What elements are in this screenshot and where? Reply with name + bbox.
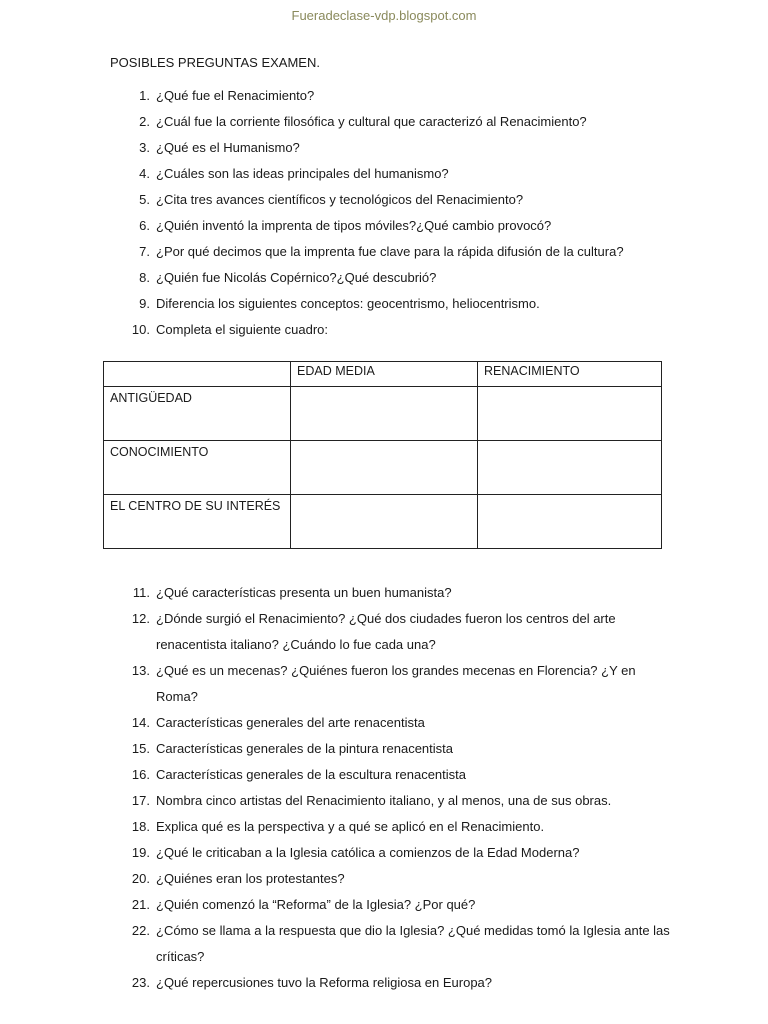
- question-number: 3.: [139, 140, 150, 155]
- question-text: ¿Por qué decimos que la imprenta fue clave para la rápida difusión de la cultura?: [156, 244, 624, 259]
- question-text: Explica qué es la perspectiva y a qué se aplicó en el Renacimiento.: [156, 819, 545, 834]
- question-number: 21.: [131, 897, 150, 912]
- question-number: 18.: [131, 819, 150, 834]
- table-row-label: ANTIGÜEDAD: [104, 387, 291, 441]
- list-item: [0, 242, 768, 262]
- list-item: [0, 190, 768, 210]
- question-number: 4.: [139, 166, 150, 181]
- question-text: ¿Qué es el Humanismo?: [156, 140, 300, 155]
- question-number: 17.: [131, 793, 150, 808]
- table-row-label: CONOCIMIENTO: [104, 441, 291, 495]
- question-text: ¿Dónde surgió el Renacimiento? ¿Qué dos ciudades fueron los centros del arte: [156, 611, 616, 626]
- question-number: 23.: [131, 975, 150, 990]
- table-header-cell: EDAD MEDIA: [291, 362, 478, 387]
- table-cell: [478, 387, 662, 441]
- question-text: Características generales del arte renacentista: [156, 715, 425, 730]
- question-text: ¿Qué fue el Renacimiento?: [156, 88, 315, 103]
- list-item: [0, 869, 768, 889]
- question-text: ¿Qué le criticaban a la Iglesia católica a comienzos de la Edad Moderna?: [156, 845, 580, 860]
- list-item: [0, 895, 768, 915]
- question-number: 6.: [139, 218, 150, 233]
- list-item: [0, 817, 768, 837]
- list-item: [0, 138, 768, 158]
- question-text: Características generales de la escultura renacentista: [156, 767, 466, 782]
- list-item: [0, 687, 768, 707]
- question-number: 14.: [131, 715, 150, 730]
- list-item: [0, 635, 768, 655]
- list-item: [0, 739, 768, 759]
- table-row: [104, 441, 662, 495]
- question-number: 11.: [132, 585, 150, 600]
- list-item: [0, 765, 768, 785]
- list-item: [0, 86, 768, 106]
- list-item: [0, 661, 768, 681]
- list-item: [0, 921, 768, 941]
- question-number: 7.: [139, 244, 150, 259]
- question-text: Nombra cinco artistas del Renacimiento italiano, y al menos, una de sus obras.: [156, 793, 612, 808]
- table-row: [104, 495, 662, 549]
- list-item: [0, 320, 768, 340]
- question-number: 10.: [131, 322, 150, 337]
- question-text: ¿Cita tres avances científicos y tecnológicos del Renacimiento?: [156, 192, 524, 207]
- table-cell: [291, 495, 478, 549]
- question-number: 5.: [139, 192, 150, 207]
- table-header-row: [104, 362, 662, 387]
- question-number: 20.: [131, 871, 150, 886]
- list-item: [0, 216, 768, 236]
- list-item: [0, 947, 768, 967]
- table-header-cell: [104, 362, 291, 387]
- question-text: ¿Qué es un mecenas? ¿Quiénes fueron los grandes mecenas en Florencia? ¿Y en: [156, 663, 636, 678]
- question-number: 13.: [131, 663, 150, 678]
- question-text: ¿Quién fue Nicolás Copérnico?¿Qué descubrió?: [156, 270, 437, 285]
- table-row: [104, 387, 662, 441]
- table-header-cell: RENACIMIENTO: [478, 362, 662, 387]
- question-text: Diferencia los siguientes conceptos: geocentrismo, heliocentrismo.: [156, 296, 540, 311]
- table-cell: [291, 441, 478, 495]
- list-item: [0, 583, 768, 603]
- question-text: Características generales de la pintura renacentista: [156, 741, 453, 756]
- question-text: ¿Qué repercusiones tuvo la Reforma religiosa en Europa?: [156, 975, 493, 990]
- document-title: POSIBLES PREGUNTAS EXAMEN.: [110, 55, 320, 70]
- list-item: [0, 294, 768, 314]
- question-number: 8.: [139, 270, 150, 285]
- question-number: 9.: [139, 296, 150, 311]
- question-text: ¿Quiénes eran los protestantes?: [156, 871, 345, 886]
- page-header: Fueradeclase-vdp.blogspot.com: [291, 8, 477, 23]
- question-text: ¿Cuál fue la corriente filosófica y cultural que caracterizó al Renacimiento?: [156, 114, 587, 129]
- question-number: 15.: [131, 741, 150, 756]
- list-item: [0, 268, 768, 288]
- question-number: 1.: [139, 88, 150, 103]
- list-item: [0, 164, 768, 184]
- table-cell: [478, 441, 662, 495]
- question-number: 2.: [139, 114, 150, 129]
- question-text: ¿Cuáles son las ideas principales del humanismo?: [156, 166, 449, 181]
- question-text: Roma?: [156, 689, 198, 704]
- list-item: [0, 843, 768, 863]
- question-number: 16.: [131, 767, 150, 782]
- list-item: [0, 112, 768, 132]
- table-cell: [478, 495, 662, 549]
- table-row-label: EL CENTRO DE SU INTERÉS: [104, 495, 291, 549]
- list-item: [0, 791, 768, 811]
- question-text: críticas?: [156, 949, 205, 964]
- question-text: Completa el siguiente cuadro:: [156, 322, 328, 337]
- question-text: ¿Cómo se llama a la respuesta que dio la Iglesia? ¿Qué medidas tomó la Iglesia ante las: [156, 923, 670, 938]
- list-item: [0, 973, 768, 993]
- list-item: [0, 713, 768, 733]
- question-text: renacentista italiano? ¿Cuándo lo fue cada una?: [156, 637, 436, 652]
- question-text: ¿Qué características presenta un buen humanista?: [156, 585, 452, 600]
- comparison-table: [103, 361, 662, 549]
- question-text: ¿Quién inventó la imprenta de tipos móviles?¿Qué cambio provocó?: [156, 218, 552, 233]
- question-text: ¿Quién comenzó la “Reforma” de la Iglesia? ¿Por qué?: [156, 897, 476, 912]
- table-cell: [291, 387, 478, 441]
- question-number: 22.: [131, 923, 150, 938]
- list-item: [0, 609, 768, 629]
- question-number: 19.: [131, 845, 150, 860]
- question-number: 12.: [131, 611, 150, 626]
